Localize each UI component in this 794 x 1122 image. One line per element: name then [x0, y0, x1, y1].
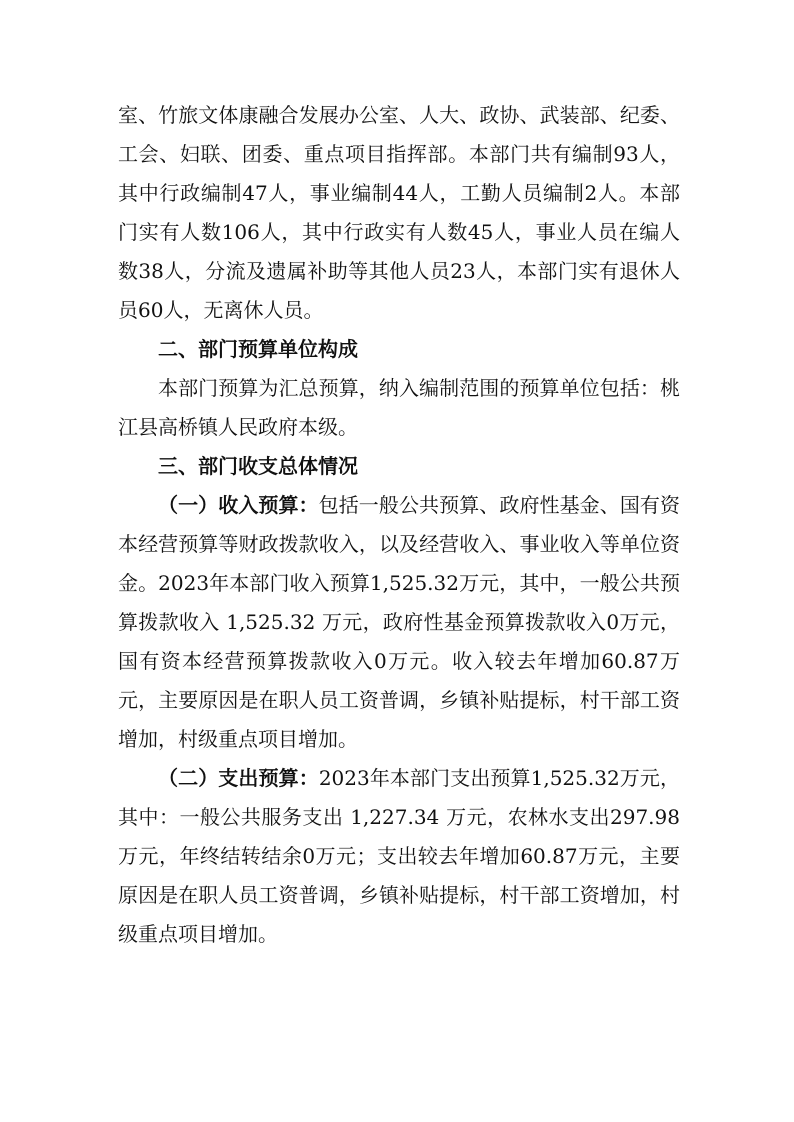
expense-budget-lead: （二）支出预算： — [158, 766, 319, 790]
income-budget-text: 包括一般公共预算、政府性基金、国有资本经营预算等财政拨款收入，以及经营收入、事业收入等单位资金。2023年本部门收入预算1,525.32万元，其中，一般公共预算拨款收入 1,525.32 万元，政府性基金预算拨款收入0万元，国有资本经营预算拨款收入0万元。收入较去年增加60.87万元，主要原因是在职人员工资普调，乡镇补贴提标，村干部工资增加，村级重点项目增加。 — [118, 493, 681, 751]
income-budget-lead: （一）收入预算： — [158, 493, 319, 517]
income-budget-paragraph — [118, 486, 680, 759]
budget-units-paragraph: 本部门预算为汇总预算，纳入编制范围的预算单位包括：桃江县高桥镇人民政府本级。 — [118, 376, 680, 439]
section-heading-revenue-expenditure: 三、部门收支总体情况 — [158, 454, 358, 478]
section-heading-budget-units: 二、部门预算单位构成 — [158, 337, 358, 361]
expense-budget-paragraph — [118, 759, 680, 954]
staffing-paragraph: 室、竹旅文体康融合发展办公室、人大、政协、武装部、纪委、工会、妇联、团委、重点项目指挥部。本部门共有编制93人，其中行政编制47人，事业编制44人，工勤人员编制2人。本部门实有人数106人，其中行政实有人数45人，事业人员在编人数38人，分流及遗属补助等其他人员23人，本部门实有退休人员60人，无离休人员。 — [118, 103, 680, 322]
document-page — [118, 96, 680, 954]
expense-budget-text: 2023年本部门支出预算1,525.32万元，其中：一般公共服务支出 1,227.34 万元，农林水支出297.98万元，年终结转结余0万元；支出较去年增加60.87万元，主要原因是在职人员工资普调，乡镇补贴提标，村干部工资增加，村级重点项目增加。 — [118, 766, 680, 946]
